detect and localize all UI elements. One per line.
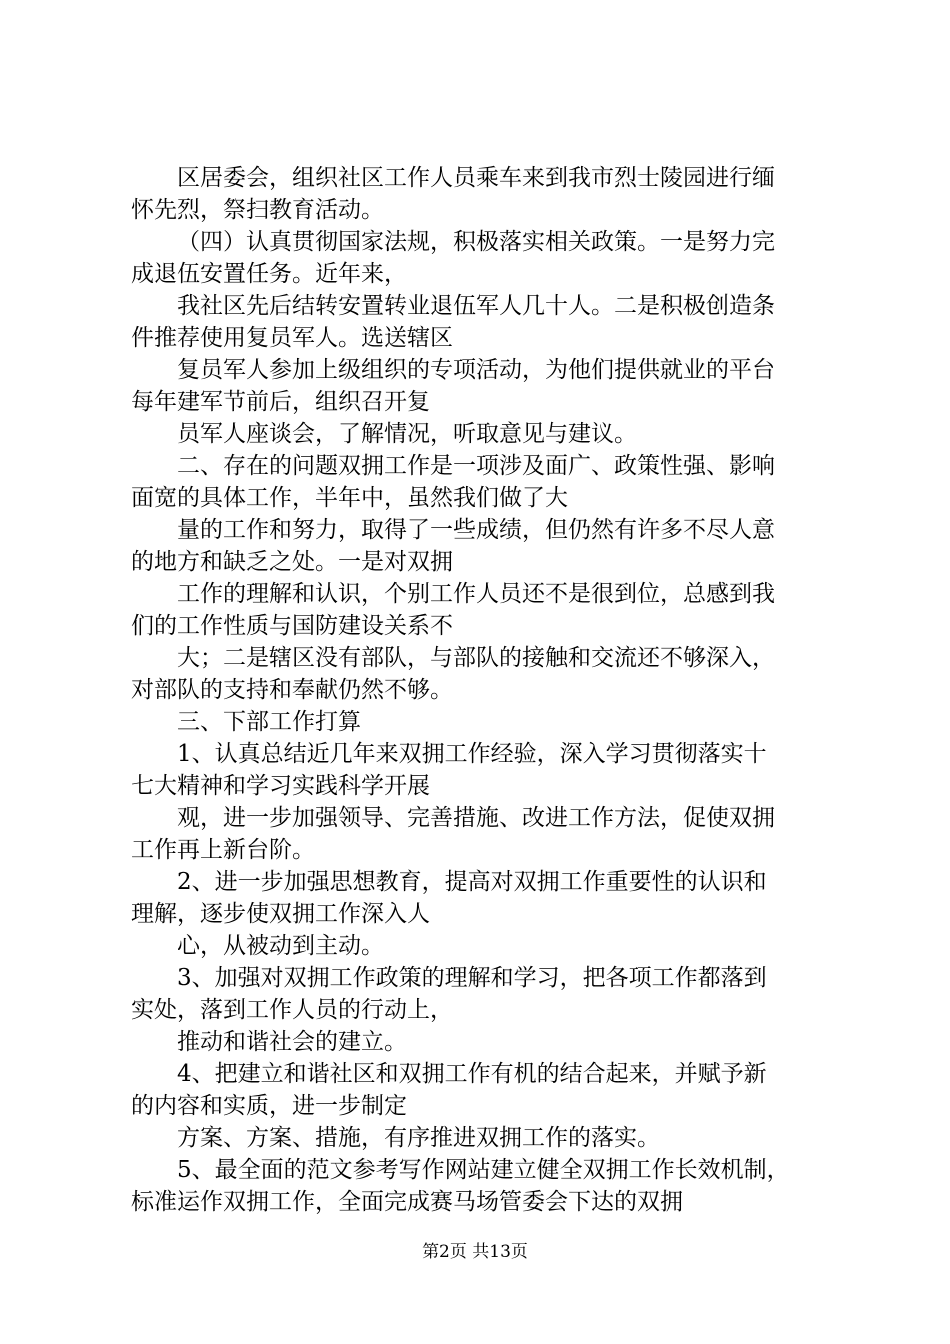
text-line: 方案、方案、措施，有序推进双拥工作的落实。 [177, 1125, 660, 1151]
text-line: 1、认真总结近几年来双拥工作经验，深入学习贯彻落实十 [177, 741, 767, 767]
text-line: 成退伍安置任务。近年来， [131, 261, 407, 287]
document-body [131, 162, 841, 1218]
text-line: 量的工作和努力，取得了一些成绩，但仍然有许多不尽人意 [177, 517, 775, 543]
text-line: 怀先烈，祭扫教育活动。 [131, 197, 384, 223]
text-line: 每年建军节前后，组织召开复 [131, 389, 430, 415]
text-line: 对部队的支持和奉献仍然不够。 [131, 677, 453, 703]
text-line: 我社区先后结转安置转业退伍军人几十人。二是积极创造条 [177, 293, 775, 319]
text-line: 4、把建立和谐社区和双拥工作有机的结合起来，并赋予新 [177, 1061, 767, 1087]
text-line: 5、最全面的范文参考写作网站建立健全双拥工作长效机制， [177, 1157, 790, 1183]
text-line: 3、加强对双拥工作政策的理解和学习，把各项工作都落到 [177, 965, 767, 991]
text-line: 员军人座谈会，了解情况，听取意见与建议。 [177, 421, 637, 447]
text-line: 们的工作性质与国防建设关系不 [131, 613, 453, 639]
text-line: 大；二是辖区没有部队，与部队的接触和交流还不够深入， [177, 645, 775, 671]
text-line: 推动和谐社会的建立。 [177, 1029, 407, 1055]
text-line: 件推荐使用复员军人。选送辖区 [131, 325, 453, 351]
text-line: 二、存在的问题双拥工作是一项涉及面广、政策性强、影响 [177, 453, 775, 479]
text-line: 区居委会，组织社区工作人员乘车来到我市烈士陵园进行缅 [177, 165, 775, 191]
text-line: （四）认真贯彻国家法规，积极落实相关政策。一是努力完 [177, 229, 775, 255]
text-line: 复员军人参加上级组织的专项活动，为他们提供就业的平台 [177, 357, 775, 383]
text-line: 理解，逐步使双拥工作深入人 [131, 901, 430, 927]
text-line: 的内容和实质，进一步制定 [131, 1093, 407, 1119]
text-line: 三、下部工作打算 [177, 709, 361, 735]
text-line: 七大精神和学习实践科学开展 [131, 773, 430, 799]
text-line: 工作的理解和认识，个别工作人员还不是很到位，总感到我 [177, 581, 775, 607]
text-line: 观，进一步加强领导、完善措施、改进工作方法，促使双拥 [177, 805, 775, 831]
page-footer: 第2页 共13页 [422, 1242, 528, 1262]
text-line: 面宽的具体工作，半年中，虽然我们做了大 [131, 485, 568, 511]
text-line: 2、进一步加强思想教育，提高对双拥工作重要性的认识和 [177, 869, 767, 895]
text-line: 工作再上新台阶。 [131, 837, 315, 863]
text-line: 心，从被动到主动。 [177, 933, 384, 959]
text-line: 实处，落到工作人员的行动上， [131, 997, 453, 1023]
text-line: 标准运作双拥工作，全面完成赛马场管委会下达的双拥 [131, 1189, 683, 1215]
text-line: 的地方和缺乏之处。一是对双拥 [131, 549, 453, 575]
